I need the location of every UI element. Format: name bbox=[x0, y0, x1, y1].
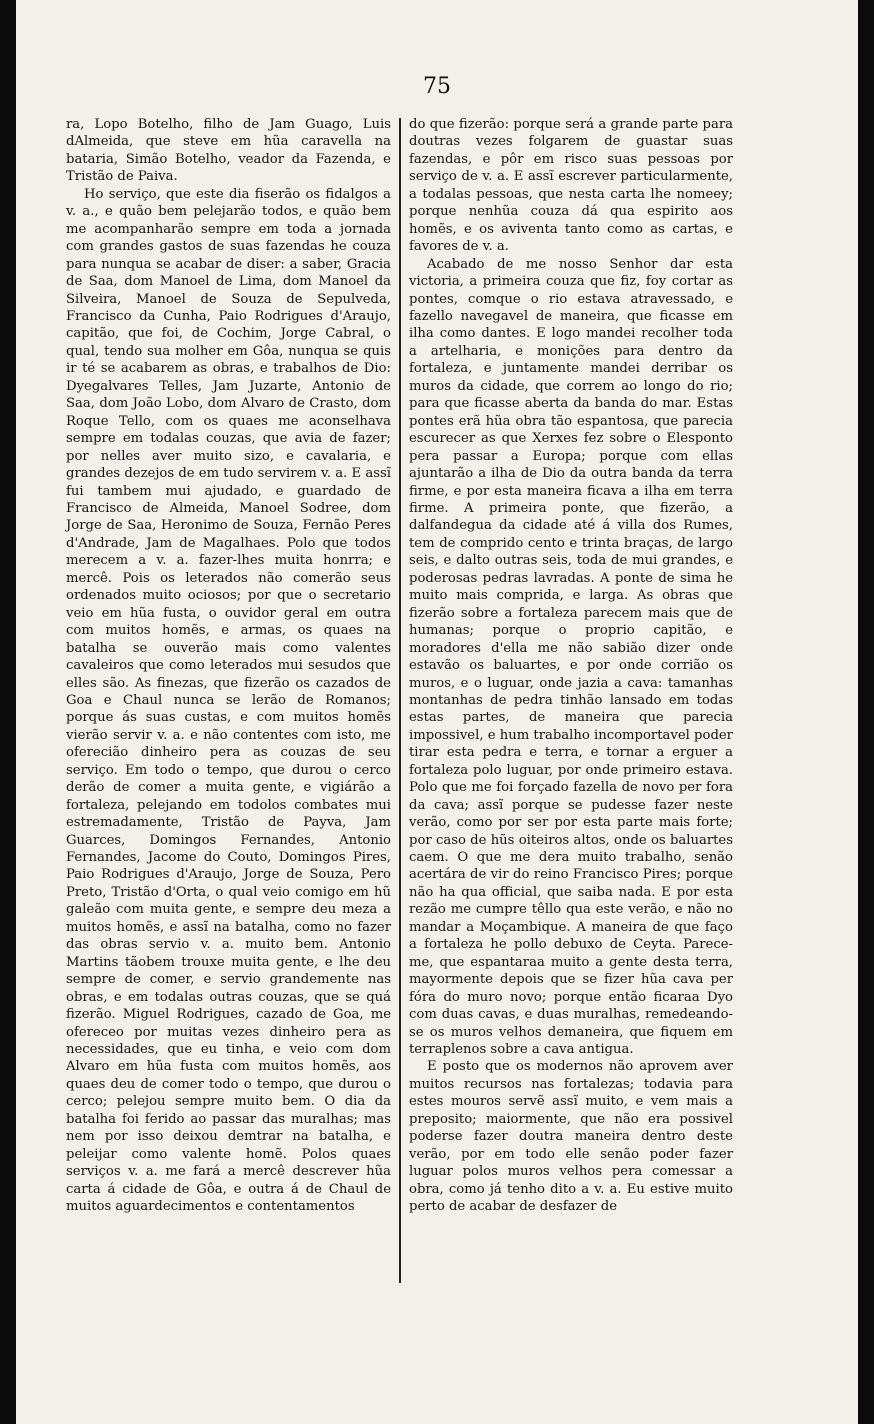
book-page bbox=[16, 0, 858, 1424]
left-column bbox=[66, 116, 391, 1216]
paragraph: Acabado de me nosso Senhor dar esta victoria, a primeira couza que fiz, foy cortar as pontes, comque o rio estava atravessado, e fazello navegavel de maneira, que ficasse em ilha como dantes. E logo mandei recolher toda a artelharia, e monições para dentro da fortaleza, e juntamente mandei derribar os muros da cidade, que correm ao longo do rio; para que ficasse aberta da banda do mar. Estas pontes erã hũa obra tão espantosa, que parecia escurecer as que Xerxes fez sobre o Elesponto pera passar a Europa; porque com ellas ajuntarão a ilha de Dio da outra banda da terra firme, e por esta maneira ficava a ilha em terra firme. A primeira ponte, que fizerão, a dalfandegua da cidade até á villa dos Rumes, tem de comprido cento e trinta braças, de largo seis, e dalto outras seis, toda de mui grandes, e poderosas pedras lavradas. A ponte de sima he muito mais comprida, e larga. As obras que fizerão sobre a fortaleza parecem mais que de humanas; porque o proprio capitão, e moradores d'ella me não sabião dizer onde estavão os baluartes, e por onde corrião os muros, e o luguar, onde jazia a cava: tamanhas montanhas de pedra tinhão lansado em todas estas partes, de maneira que parecia impossivel, e hum trabalho incomportavel poder tirar esta pedra e terra, e tornar a erguer a fortaleza polo luguar, por onde primeiro estava. Polo que me foi forçado fazella de novo per fora da cava; assĩ porque se pudesse fazer neste verão, como por ser por esta parte mais forte; por caso de hũs oiteiros altos, onde os baluartes caem. O que me dera muito trabalho, senão acertára de vir do reino Francisco Pires; porque não ha qua official, que saiba nada. E por esta rezão me cumpre têllo qua este verão, e não no mandar a Moçambique. A maneira de que faço a fortaleza he pollo debuxo de Ceyta. Parece-me, que espantaraa muito a gente desta terra, mayormente depois que se fizer hũa cava per fóra do muro novo; porque então ficaraa Dyo com duas cavas, e duas muralhas, remedeando-se os muros velhos demaneira, que fiquem em terraplenos sobre a cava antigua. bbox=[409, 256, 733, 1058]
paragraph: Ho serviço, que este dia fiserão os fidalgos a v. a., e quão bem pelejarão todos, e quão bem me acompanharão sempre em toda a jornada com grandes gastos de suas fazendas he couza para nunqua se acabar de diser: a saber, Gracia de Saa, dom Manoel de Lima, dom Manoel da Silveira, Manoel de Souza de Sepulveda, Francisco da Cunha, Paio Rodrigues d'Araujo, capitão, que foi, de Cochim, Jorge Cabral, o qual, tendo sua molher em Gôa, nunqua se quis ir té se acabarem as obras, e trabalhos de Dio: Dyegalvares Telles, Jam Juzarte, Antonio de Saa, dom João Lobo, dom Alvaro de Crasto, dom Roque Tello, com os quaes me aconselhava sempre em todalas couzas, que avia de fazer; por nelles aver muito sizo, e cavalaria, e grandes dezejos de em tudo servirem v. a. E assĩ fui tambem mui ajudado, e guardado de Francisco de Almeida, Manoel Sodree, dom Jorge de Saa, Heronimo de Souza, Fernão Peres d'Andrade, Jam de Magalhaes. Polo que todos merecem a v. a. fazer-lhes muita honrra; e mercê. Pois os leterados não comerão seus ordenados muito ociosos; por que o secretario veio em hũa fusta, o ouvidor geral em outra com muitos homẽs, e armas, os quaes na batalha se ouverão mais como valentes cavaleiros que como leterados mui sesudos que elles são. As finezas, que fizerão os cazados de Goa e Chaul nunca se lerão de Romanos; porque ás suas custas, e com muitos homẽs vierão servir v. a. e não contentes com isto, me oferecião dinheiro pera as couzas de seu serviço. Em todo o tempo, que durou o cerco derão de comer a muita gente, e vigiárão a fortaleza, pelejando em todolos combates mui estremadamente, Tristão de Payva, Jam Guarces, Domingos Fernandes, Antonio Fernandes, Jacome do Couto, Domingos Pires, Paio Rodrigues d'Araujo, Jorge de Souza, Pero Preto, Tristão d'Orta, o qual veio comigo em hũ galeão com muita gente, e sempre deu meza a muitos homẽs, e assĩ na batalha, como no fazer das obras servio v. a. muito bem. Antonio Martins tãobem trouxe muita gente, e lhe deu sempre de comer, e servio grandemente nas obras, e em todalas outras couzas, que se quá fizerão. Miguel Rodrigues, cazado de Goa, me ofereceo por muitas vezes dinheiro pera as necessidades, que eu tinha, e veio com dom Alvaro em hũa fusta com muitos homẽs, aos quaes deu de comer todo o tempo, que durou o cerco; pelejou sempre muito bem. O dia da batalha foi ferido ao passar das muralhas; mas nem por isso deixou demtrar na batalha, e peleijar como valente homẽ. Polos quaes serviços v. a. me fará a mercê descrever hũa carta á cidade de Gôa, e outra á de Chaul de muitos aguardecimentos e contentamentos bbox=[66, 186, 391, 1215]
paragraph: do que fizerão: porque será a grande parte para doutras vezes folgarem de guastar suas fazendas, e pôr em risco suas pessoas por serviço de v. a. E assĩ escrever particularmente, a todalas pessoas, que nesta carta lhe nomeey; porque nenhũa couza dá qua espirito aos homẽs, e os aviventa tanto como as cartas, e favores de v. a. bbox=[409, 117, 733, 255]
column-divider bbox=[399, 118, 401, 1283]
right-column bbox=[409, 116, 733, 1216]
paragraph: E posto que os modernos não aprovem aver muitos recursos nas fortalezas; todavia para estes mouros servẽ assĩ muito, e vem mais a preposito; maiormente, que não era possivel poderse fazer doutra maneira dentro deste verão, por em todo elle senão poder fazer luguar polos muros velhos pera comessar a obra, como já tenho dito a v. a. Eu estive muito perto de acabar de desfazer de bbox=[409, 1059, 733, 1215]
paragraph: ra, Lopo Botelho, filho de Jam Guago, Luis dAlmeida, que steve em hũa caravella na bataria, Simão Botelho, veador da Fazenda, e Tristão de Paiva. bbox=[66, 117, 391, 185]
page-number: 75 bbox=[423, 74, 451, 99]
